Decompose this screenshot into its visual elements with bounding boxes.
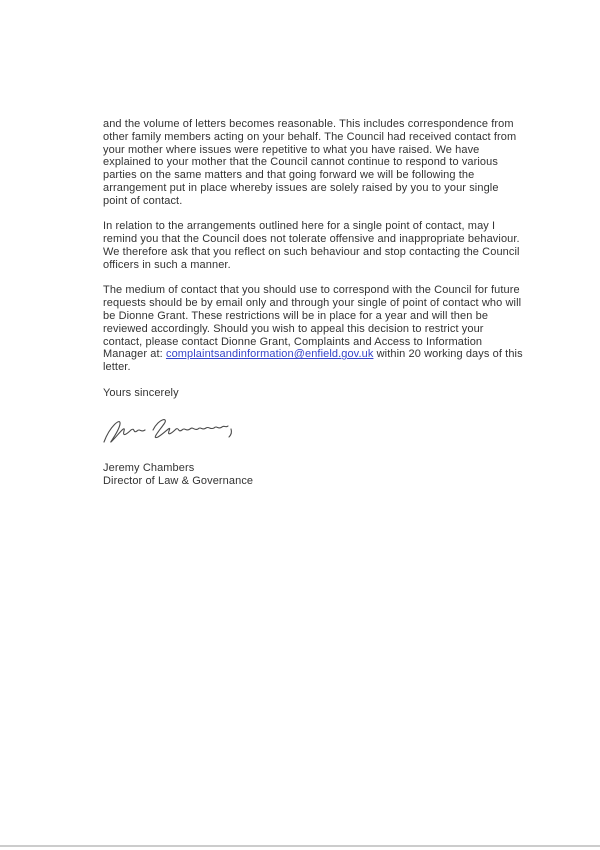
signature-image — [101, 412, 251, 452]
paragraph-behaviour-warning: In relation to the arrangements outlined here for a single point of contact, may I remind you that the Council does not tolerate offensive and inappropriate behaviour. We therefore ask that you reflect on such behaviour and stop contacting the Council officers in such a manner. — [103, 220, 520, 271]
paragraph-volume-of-letters: and the volume of letters becomes reasonable. This includes correspondence from other family members acting on your behalf. The Council had received contact from your mother where issues were repetitive to what you have raised. We have explained to your mother that the Council cannot continue to respond to various parties on the same matters and that going forward we will be following the arrangement put in place whereby issues are solely raised by you to your single point of contact. — [103, 118, 517, 207]
contact-paragraph-before-link: The medium of contact that you should use to correspond with the Council for future requests should be by email only and through your single of point of contact who will be Dionne Grant. These restrictions will be in place for a year and will then be reviewed accordingly. Should you wish to appeal this decision to restrict your contact, please contact Dionne Grant, Complaints and Access to Information Manager at: — [103, 284, 522, 361]
contact-paragraph-after-link: within 20 working days of this letter. — [103, 348, 523, 374]
paragraph-contact-medium — [103, 284, 525, 374]
closing-salutation: Yours sincerely — [103, 386, 179, 399]
signature-block — [103, 412, 525, 462]
page-bottom-edge — [0, 845, 600, 847]
letter-body — [103, 118, 525, 488]
signatory-title: Director of Law & Governance — [103, 475, 254, 488]
email-link[interactable]: complaintsandinformation@enfield.gov.uk — [165, 348, 374, 361]
signatory-name: Jeremy Chambers — [103, 462, 195, 475]
